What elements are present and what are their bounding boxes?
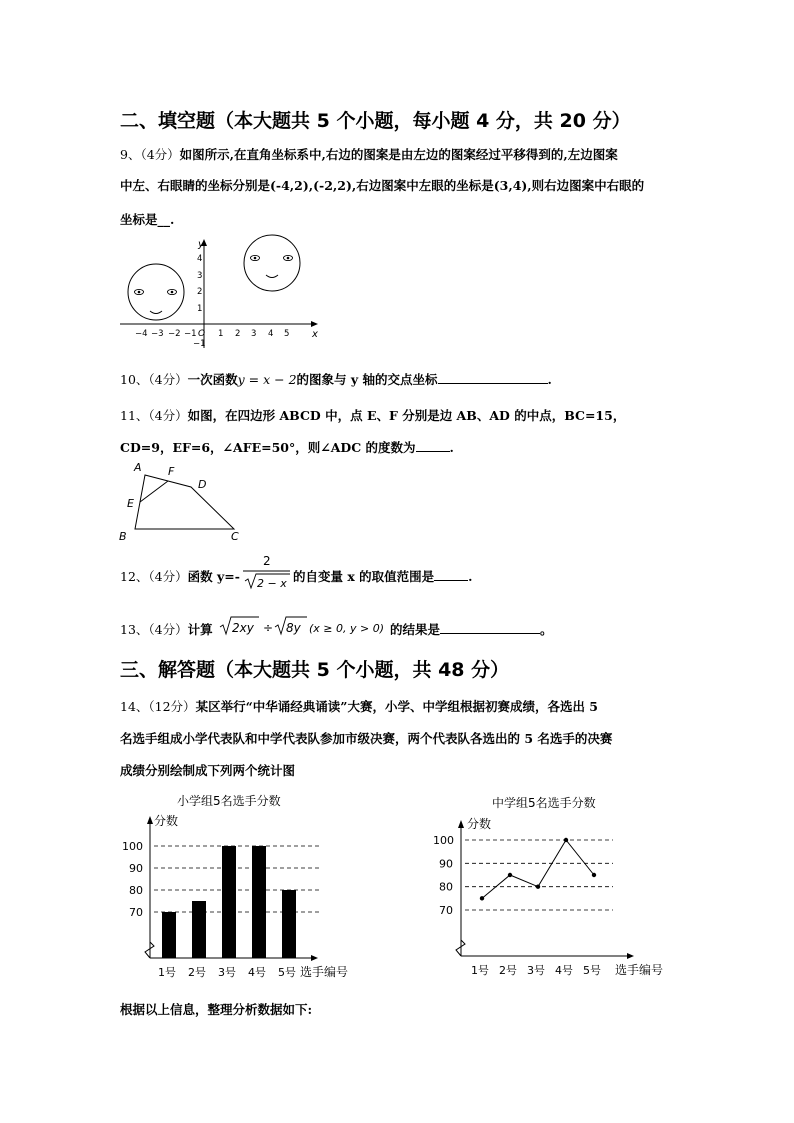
x-tick: −3 [151,329,164,339]
q12-number: 12、（4分） [120,569,188,584]
bar-x-tick: 4号 [248,966,266,979]
q13-before: 计算 [187,622,213,637]
x-axis-label: x [312,329,318,340]
y-tick: 3 [197,271,203,281]
line-x-tick: 1号 [471,964,489,977]
q13-condition: (x ≥ 0, y > 0) [309,622,385,635]
q14-text-2: 名选手组成小学代表队和中学代表队参加市级决赛，两个代表队各选出的 5 名选手的决赛 [120,731,613,746]
q13-number: 13、（4分） [120,622,188,637]
bar-chart-xlabel: 选手编号 [300,965,349,979]
q9-text-2: 中左、右眼睛的坐标分别是(-4,2),(-2,2),右边图案中左眼的坐标是(3,4),则右边图案中右眼的 [120,178,645,193]
bar-mark [192,901,206,958]
label-a: A [134,461,142,474]
y-tick: 4 [197,254,203,264]
x-tick: −4 [135,329,148,339]
q10-before: 一次函数 [187,372,238,387]
x-tick: 1 [218,329,224,339]
label-f: F [168,465,175,478]
line-y-tick: 70 [439,904,453,917]
y-axis-label: y [198,239,204,250]
q11-quadrilateral-figure [116,458,246,542]
q12-after: 的自变量 x 的取值范围是 [293,569,435,584]
q9-number: 9、（4分） [120,147,180,162]
q11-line1 [120,406,625,424]
q13-after: 的结果是 [390,622,441,637]
section-3-title: 三、解答题（本大题共 5 个小题，共 48 分） [120,659,510,681]
line-y-tick: 100 [433,834,454,847]
line-chart-ylabel: 分数 [467,817,492,831]
q12-end: . [468,569,473,584]
q14-number: 14、（12分） [120,699,196,714]
bar-y-tick: 100 [122,840,143,853]
q13-end: 。 [540,622,553,637]
x-tick: −1 [184,329,197,339]
bar-mark [252,846,266,958]
q12-answer-blank[interactable] [434,568,468,581]
q10-answer-blank[interactable] [438,371,548,384]
q11-end: . [449,440,454,455]
q11-answer-blank[interactable] [416,439,450,452]
line-series [482,840,594,898]
origin-label: O [198,329,206,339]
bar-y-tick: 90 [129,862,143,875]
x-tick: 5 [284,329,290,339]
bar-y-tick: 80 [129,884,143,897]
q14-footer: 根据以上信息，整理分析数据如下: [120,1002,313,1017]
q14-text-3: 成绩分别绘制成下列两个统计图 [120,763,296,778]
q11-line2 [120,438,454,456]
label-d: D [198,478,207,491]
bar-x-tick: 1号 [158,966,176,979]
line-x-tick: 4号 [555,964,573,977]
q11-number: 11、（4分） [120,408,188,423]
q13-expr-a: 2xy [232,621,254,635]
bar-chart-ylabel: 分数 [154,814,179,828]
segment-ef [140,481,168,502]
middle-school-line-chart [425,788,685,988]
q10 [120,370,552,388]
y-tick: −1 [193,339,206,349]
q12-denominator: 2 − x [257,577,287,590]
line-point [508,873,512,877]
line-point [480,896,484,900]
line-x-tick: 2号 [499,964,517,977]
bar-mark [222,846,236,958]
q12-lead [120,567,240,585]
line-point [564,838,568,842]
q12-tail [293,567,473,585]
label-b: B [119,530,127,543]
line-y-tick: 90 [439,857,453,871]
bar-x-tick: 2号 [188,966,206,979]
quadrilateral-abcd [135,475,234,529]
line-chart-xlabel: 选手编号 [615,963,664,977]
q9-text-3: 坐标是__. [120,212,175,227]
x-axis-arrow [311,321,318,327]
q10-after: 的图象与 y 轴的交点坐标 [296,372,438,387]
section-2-title: 二、填空题（本大题共 5 个小题，每小题 4 分，共 20 分） [120,110,631,132]
y-tick: 2 [197,287,203,297]
q13-answer-blank[interactable] [440,621,540,634]
elementary-bar-chart [122,788,380,988]
line-point [592,873,596,877]
q10-end: . [547,372,552,387]
label-c: C [231,530,239,543]
bar-mark [162,912,176,958]
line-chart-title: 中学组5名选手分数 [492,796,596,810]
label-e: E [127,497,134,510]
bar-chart-title: 小学组5名选手分数 [177,794,281,808]
q14-line1 [120,697,598,715]
q11-text-1: 如图，在四边形 ABCD 中，点 E、F 分别是边 AB、AD 的中点，BC=15， [187,408,626,423]
left-face [128,264,184,320]
bar-x-tick: 3号 [218,966,236,979]
q14-text-1: 某区举行“中华诵经典诵读”大赛，小学、中学组根据初赛成绩，各选出 5 [195,699,598,714]
bar-mark [282,890,296,958]
line-x-tick: 5号 [583,964,601,977]
q10-number: 10、（4分） [120,372,188,387]
x-tick: 4 [268,329,274,339]
y-tick: 1 [197,304,203,314]
line-y-tick: 80 [439,880,453,894]
q9-line1 [120,145,618,163]
q13-op: ÷ [263,621,274,635]
q13-expr-b: 8y [286,621,301,635]
q9-coordinate-figure [118,236,328,354]
q13-expression [219,614,389,638]
line-point [536,884,540,888]
q12-before: 函数 y=- [187,569,240,584]
q9-text-1: 如图所示,在直角坐标系中,右边的图案是由左边的图案经过平移得到的,左边图案 [179,147,618,162]
q11-text-2: CD=9，EF=6，∠AFE=50°，则∠ADC 的度数为 [120,440,416,455]
x-tick: 3 [251,329,257,339]
right-face [244,235,300,291]
right-face-mouth [266,275,278,278]
q12-fraction [240,551,292,593]
bar-y-tick: 70 [129,906,143,919]
left-face-mouth [150,311,162,314]
x-tick: 2 [235,329,241,339]
bar-x-tick: 5号 [278,966,296,979]
line-x-tick: 3号 [527,964,545,977]
q13-tail [390,620,553,638]
x-tick: −2 [168,329,181,339]
q12-numerator: 2 [263,554,271,568]
q10-formula: y = x − 2 [237,372,297,387]
q13-lead [120,620,213,638]
